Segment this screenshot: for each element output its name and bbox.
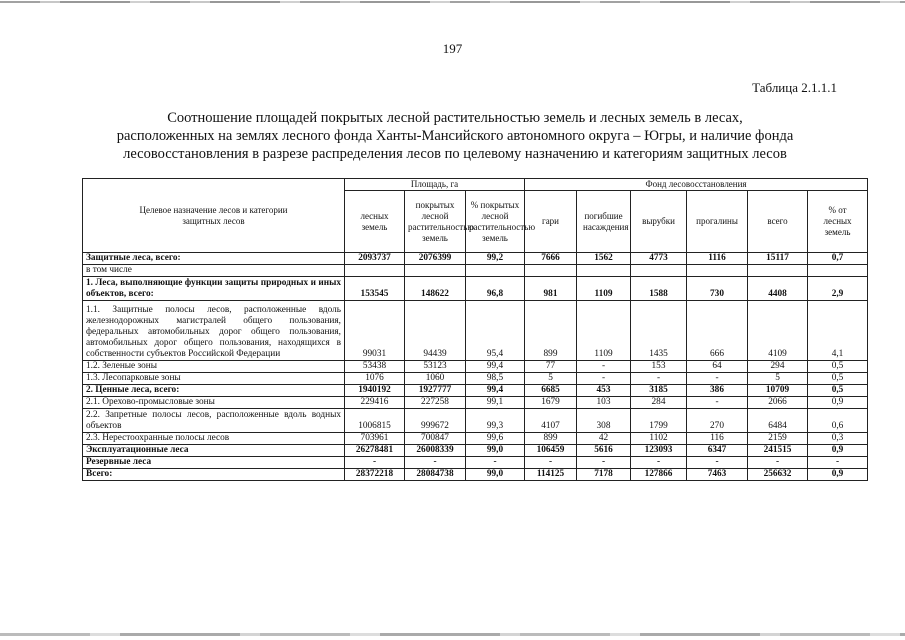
header-col: % покрытых лесной растительностью земель — [466, 191, 525, 253]
cell-value: 2159 — [748, 433, 808, 445]
cell-value: 1562 — [577, 253, 631, 265]
cell-value: 94439 — [405, 301, 466, 361]
row-label: Всего: — [83, 469, 345, 481]
header-group-fund: Фонд лесовосстановления — [525, 179, 868, 191]
cell-value: 106459 — [525, 445, 577, 457]
cell-value: 308 — [577, 409, 631, 433]
cell-value: 28084738 — [405, 469, 466, 481]
row-label: Эксплуатационные леса — [83, 445, 345, 457]
cell-value: - — [577, 361, 631, 373]
cell-value: 4408 — [748, 277, 808, 301]
cell-value: 10709 — [748, 385, 808, 397]
cell-value: 153 — [631, 361, 687, 373]
cell-value: 0,3 — [808, 433, 868, 445]
cell-value: 28372218 — [345, 469, 405, 481]
cell-value: 26008339 — [405, 445, 466, 457]
cell-value: 453 — [577, 385, 631, 397]
cell-value — [466, 265, 525, 277]
cell-value: 2066 — [748, 397, 808, 409]
header-col: прогалины — [687, 191, 748, 253]
cell-value: 5616 — [577, 445, 631, 457]
cell-value: 7463 — [687, 469, 748, 481]
table-row — [83, 265, 868, 277]
cell-value: 256632 — [748, 469, 808, 481]
cell-value: 1588 — [631, 277, 687, 301]
cell-value: 103 — [577, 397, 631, 409]
row-label: в том числе — [83, 265, 345, 277]
cell-value: 114125 — [525, 469, 577, 481]
cell-value: 2093737 — [345, 253, 405, 265]
cell-value: 1799 — [631, 409, 687, 433]
header-group-area: Площадь, га — [345, 179, 525, 191]
row-label: Защитные леса, всего: — [83, 253, 345, 265]
cell-value: 153545 — [345, 277, 405, 301]
cell-value: 99,4 — [466, 361, 525, 373]
cell-value: 116 — [687, 433, 748, 445]
cell-value: 99,2 — [466, 253, 525, 265]
cell-value: 2,9 — [808, 277, 868, 301]
cell-value: 0,9 — [808, 469, 868, 481]
cell-value — [631, 265, 687, 277]
table-row — [83, 469, 868, 481]
cell-value: 98,5 — [466, 373, 525, 385]
cell-value: 0,5 — [808, 373, 868, 385]
cell-value: 0,6 — [808, 409, 868, 433]
cell-value: - — [525, 457, 577, 469]
cell-value: - — [466, 457, 525, 469]
table-row — [83, 385, 868, 397]
title-line: расположенных на землях лесного фонда Ханты-Мансийского автономного округа – Югры, и наличие фонда — [116, 128, 794, 144]
header-name-col: Целевое назначение лесов и категории защитных лесов — [83, 179, 345, 253]
cell-value: 15117 — [748, 253, 808, 265]
cell-value: 730 — [687, 277, 748, 301]
header-col: гари — [525, 191, 577, 253]
cell-value: - — [345, 457, 405, 469]
table-label: Таблица 2.1.1.1 — [752, 80, 837, 95]
cell-value: 294 — [748, 361, 808, 373]
cell-value: - — [577, 373, 631, 385]
header-col: покрытых лесной растительностью земель — [405, 191, 466, 253]
table-row — [83, 253, 868, 265]
row-label: 1.1. Защитные полосы лесов, расположенные вдоль железнодорожных магистралей общего пользования, федеральных автомобильных дорог общего пользования, автомобильных дорог общего пользования, находящихся в собственности субъектов Российской Федерации — [83, 301, 345, 361]
cell-value: 5 — [525, 373, 577, 385]
header-col: всего — [748, 191, 808, 253]
cell-value: 0,5 — [808, 385, 868, 397]
cell-value: 96,8 — [466, 277, 525, 301]
cell-value: 899 — [525, 433, 577, 445]
cell-value: 99,0 — [466, 445, 525, 457]
cell-value: - — [577, 457, 631, 469]
cell-value — [808, 265, 868, 277]
cell-value: 1109 — [577, 277, 631, 301]
cell-value: 99,6 — [466, 433, 525, 445]
cell-value: 0,5 — [808, 361, 868, 373]
table-row — [83, 397, 868, 409]
cell-value: 0,9 — [808, 397, 868, 409]
header-col: лесных земель — [345, 191, 405, 253]
cell-value — [405, 265, 466, 277]
table-row — [83, 277, 868, 301]
table-row — [83, 373, 868, 385]
cell-value: 4773 — [631, 253, 687, 265]
cell-value — [687, 265, 748, 277]
table-row — [83, 445, 868, 457]
cell-value: 3185 — [631, 385, 687, 397]
row-label: 2.2. Запретные полосы лесов, расположенные вдоль водных объектов — [83, 409, 345, 433]
header-col: вырубки — [631, 191, 687, 253]
cell-value — [748, 265, 808, 277]
table-row — [83, 361, 868, 373]
cell-value: - — [631, 373, 687, 385]
cell-value: 229416 — [345, 397, 405, 409]
forest-area-table — [82, 178, 868, 481]
cell-value — [577, 265, 631, 277]
table-row — [83, 457, 868, 469]
cell-value: 1109 — [577, 301, 631, 361]
table-title — [90, 109, 820, 163]
row-label: 2. Ценные леса, всего: — [83, 385, 345, 397]
title-line: Соотношение площадей покрытых лесной растительностью земель и лесных земель в лесах, — [167, 110, 743, 126]
cell-value: 5 — [748, 373, 808, 385]
cell-value: 0,7 — [808, 253, 868, 265]
cell-value: 6484 — [748, 409, 808, 433]
cell-value: 1060 — [405, 373, 466, 385]
row-label: 1. Леса, выполняющие функции защиты природных и иных объектов, всего: — [83, 277, 345, 301]
cell-value: 1116 — [687, 253, 748, 265]
cell-value: 2076399 — [405, 253, 466, 265]
header-col: погибшие насаждения — [577, 191, 631, 253]
cell-value: 4109 — [748, 301, 808, 361]
table-row — [83, 433, 868, 445]
header-col: % от лесных земель — [808, 191, 868, 253]
row-label: 1.3. Лесопарковые зоны — [83, 373, 345, 385]
table-row — [83, 409, 868, 433]
cell-value: 148622 — [405, 277, 466, 301]
cell-value: 241515 — [748, 445, 808, 457]
scan-edge-bottom — [0, 633, 905, 636]
cell-value: 1435 — [631, 301, 687, 361]
cell-value: 4,1 — [808, 301, 868, 361]
cell-value: 4107 — [525, 409, 577, 433]
cell-value: 1927777 — [405, 385, 466, 397]
cell-value: 7666 — [525, 253, 577, 265]
cell-value: 227258 — [405, 397, 466, 409]
cell-value: 99,0 — [466, 469, 525, 481]
cell-value: 284 — [631, 397, 687, 409]
cell-value — [345, 265, 405, 277]
cell-value: - — [687, 397, 748, 409]
cell-value: - — [808, 457, 868, 469]
cell-value: - — [748, 457, 808, 469]
cell-value: 127866 — [631, 469, 687, 481]
cell-value: 1076 — [345, 373, 405, 385]
cell-value: 77 — [525, 361, 577, 373]
cell-value: 1679 — [525, 397, 577, 409]
cell-value: 95,4 — [466, 301, 525, 361]
cell-value: 703961 — [345, 433, 405, 445]
cell-value: 6347 — [687, 445, 748, 457]
cell-value: 99031 — [345, 301, 405, 361]
cell-value: 1940192 — [345, 385, 405, 397]
cell-value: 899 — [525, 301, 577, 361]
cell-value: 981 — [525, 277, 577, 301]
cell-value: 26278481 — [345, 445, 405, 457]
page-number: 197 — [442, 41, 463, 56]
cell-value: 270 — [687, 409, 748, 433]
cell-value: - — [687, 373, 748, 385]
cell-value: 700847 — [405, 433, 466, 445]
cell-value: 7178 — [577, 469, 631, 481]
cell-value: 64 — [687, 361, 748, 373]
cell-value: 666 — [687, 301, 748, 361]
cell-value: 386 — [687, 385, 748, 397]
table-body — [83, 253, 868, 481]
row-label: 1.2. Зеленые зоны — [83, 361, 345, 373]
cell-value: 999672 — [405, 409, 466, 433]
cell-value: 6685 — [525, 385, 577, 397]
cell-value — [525, 265, 577, 277]
cell-value: - — [405, 457, 466, 469]
cell-value: 53123 — [405, 361, 466, 373]
cell-value: 1102 — [631, 433, 687, 445]
cell-value: 99,1 — [466, 397, 525, 409]
cell-value: 99,3 — [466, 409, 525, 433]
table-row — [83, 301, 868, 361]
cell-value: - — [631, 457, 687, 469]
cell-value: 1006815 — [345, 409, 405, 433]
cell-value: - — [687, 457, 748, 469]
row-label: Резервные леса — [83, 457, 345, 469]
cell-value: 0,9 — [808, 445, 868, 457]
cell-value: 53438 — [345, 361, 405, 373]
cell-value: 123093 — [631, 445, 687, 457]
row-label: 2.3. Нерестоохранные полосы лесов — [83, 433, 345, 445]
cell-value: 42 — [577, 433, 631, 445]
scan-edge-top — [0, 1, 905, 3]
title-line: лесовосстановления в разрезе распределения лесов по целевому назначению и категориям защитных лесов — [123, 146, 787, 162]
cell-value: 99,4 — [466, 385, 525, 397]
row-label: 2.1. Орехово-промысловые зоны — [83, 397, 345, 409]
